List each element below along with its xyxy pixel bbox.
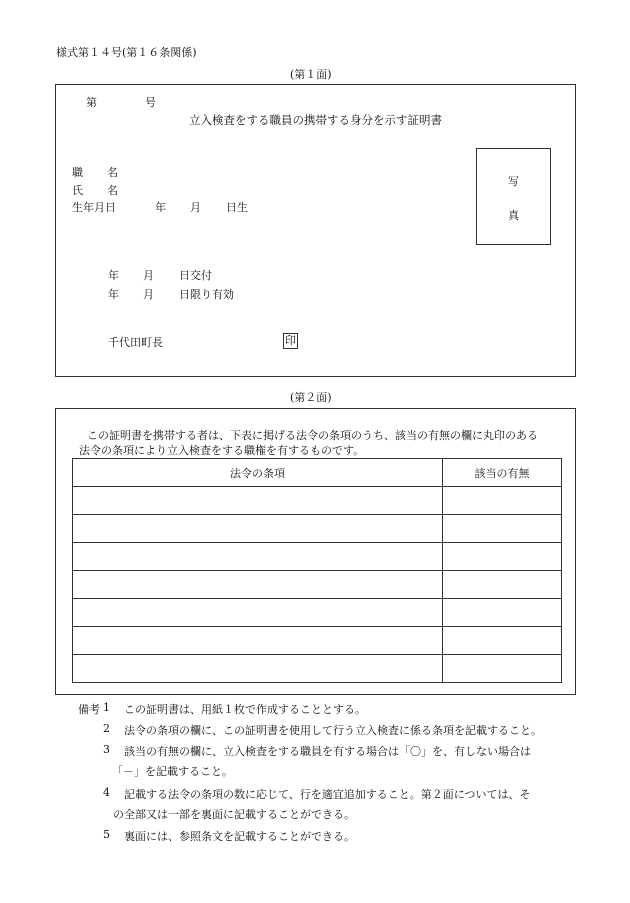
intro-line-2: 法令の条項により立入検査をする職権を有するものです。 xyxy=(79,444,365,457)
field-birthdate: 生年月日 xyxy=(72,201,116,214)
table-row xyxy=(73,655,562,683)
table-row xyxy=(73,627,562,655)
header-applicable: 該当の有無 xyxy=(443,459,562,487)
field-birth-month: 月 xyxy=(190,201,201,214)
photo-box xyxy=(476,148,551,245)
field-shoku: 職 xyxy=(72,166,83,179)
law-clause-cell xyxy=(73,599,443,627)
note-text: 裏面には、参照条文を記載することができる。 xyxy=(124,830,355,843)
note-text: 該当の有無の欄に、立入検査をする職員を有する場合は「〇」を、有しない場合は xyxy=(124,745,531,758)
seal-mark: 印 xyxy=(285,334,296,347)
note-text-cont: 「－」を記載すること。 xyxy=(112,765,233,778)
valid-day: 日限り有効 xyxy=(179,288,234,301)
law-clause-cell xyxy=(73,571,443,599)
cert-number-suffix: 号 xyxy=(145,96,156,109)
note-number: 5 xyxy=(103,828,110,841)
law-clause-cell xyxy=(73,515,443,543)
issue-day: 日交付 xyxy=(179,269,212,282)
applicable-cell xyxy=(443,515,562,543)
field-birth-year: 年 xyxy=(155,201,166,214)
note-text-cont: の全部又は一部を裏面に記載することができる。 xyxy=(113,808,355,821)
applicable-cell xyxy=(443,571,562,599)
applicable-cell xyxy=(443,543,562,571)
cert-number-prefix: 第 xyxy=(86,96,97,109)
note-text: 記載する法令の条項の数に応じて、行を適宜追加すること。第２面については、そ xyxy=(124,788,531,801)
issuer: 千代田町長 xyxy=(108,336,163,349)
note-number: 2 xyxy=(103,722,110,735)
field-shoku-mei: 名 xyxy=(107,166,118,179)
law-table xyxy=(72,458,562,683)
applicable-cell xyxy=(443,487,562,515)
page2-frame xyxy=(55,408,576,695)
field-shi: 氏 xyxy=(72,184,83,197)
table-row xyxy=(73,599,562,627)
note-number: 3 xyxy=(103,743,110,756)
law-clause-cell xyxy=(73,627,443,655)
applicable-cell xyxy=(443,627,562,655)
law-clause-cell xyxy=(73,487,443,515)
note-text: 法令の条項の欄に、この証明書を使用して行う立入検査に係る条項を記載すること。 xyxy=(124,724,542,737)
field-birth-day: 日生 xyxy=(226,201,248,214)
page1-frame xyxy=(55,84,576,377)
valid-year: 年 xyxy=(108,288,119,301)
cert-title: 立入検査をする職員の携帯する身分を示す証明書 xyxy=(189,113,442,127)
notes-heading: 備考 xyxy=(78,703,100,716)
applicable-cell xyxy=(443,599,562,627)
photo-label-2: 真 xyxy=(508,209,519,222)
issue-month: 月 xyxy=(143,269,154,282)
photo-label-1: 写 xyxy=(508,175,519,188)
header-law-clause: 法令の条項 xyxy=(73,459,443,487)
table-row xyxy=(73,543,562,571)
law-clause-cell xyxy=(73,655,443,683)
page2-label: (第２面) xyxy=(290,391,332,404)
table-row xyxy=(73,515,562,543)
law-clause-cell xyxy=(73,543,443,571)
table-header-row xyxy=(73,459,562,487)
issue-year: 年 xyxy=(108,269,119,282)
table-row xyxy=(73,487,562,515)
applicable-cell xyxy=(443,655,562,683)
note-number: 4 xyxy=(103,786,110,799)
intro-line-1: この証明書を携帯する者は、下表に掲げる法令の条項のうち、該当の有無の欄に丸印のある xyxy=(87,429,538,442)
valid-month: 月 xyxy=(143,288,154,301)
page1-label: (第１面) xyxy=(290,68,332,81)
note-number: 1 xyxy=(103,701,110,714)
table-row xyxy=(73,571,562,599)
form-title: 様式第１４号(第１６条関係) xyxy=(56,46,197,59)
note-text: この証明書は、用紙１枚で作成することとする。 xyxy=(124,703,366,716)
field-shi-mei: 名 xyxy=(107,184,118,197)
